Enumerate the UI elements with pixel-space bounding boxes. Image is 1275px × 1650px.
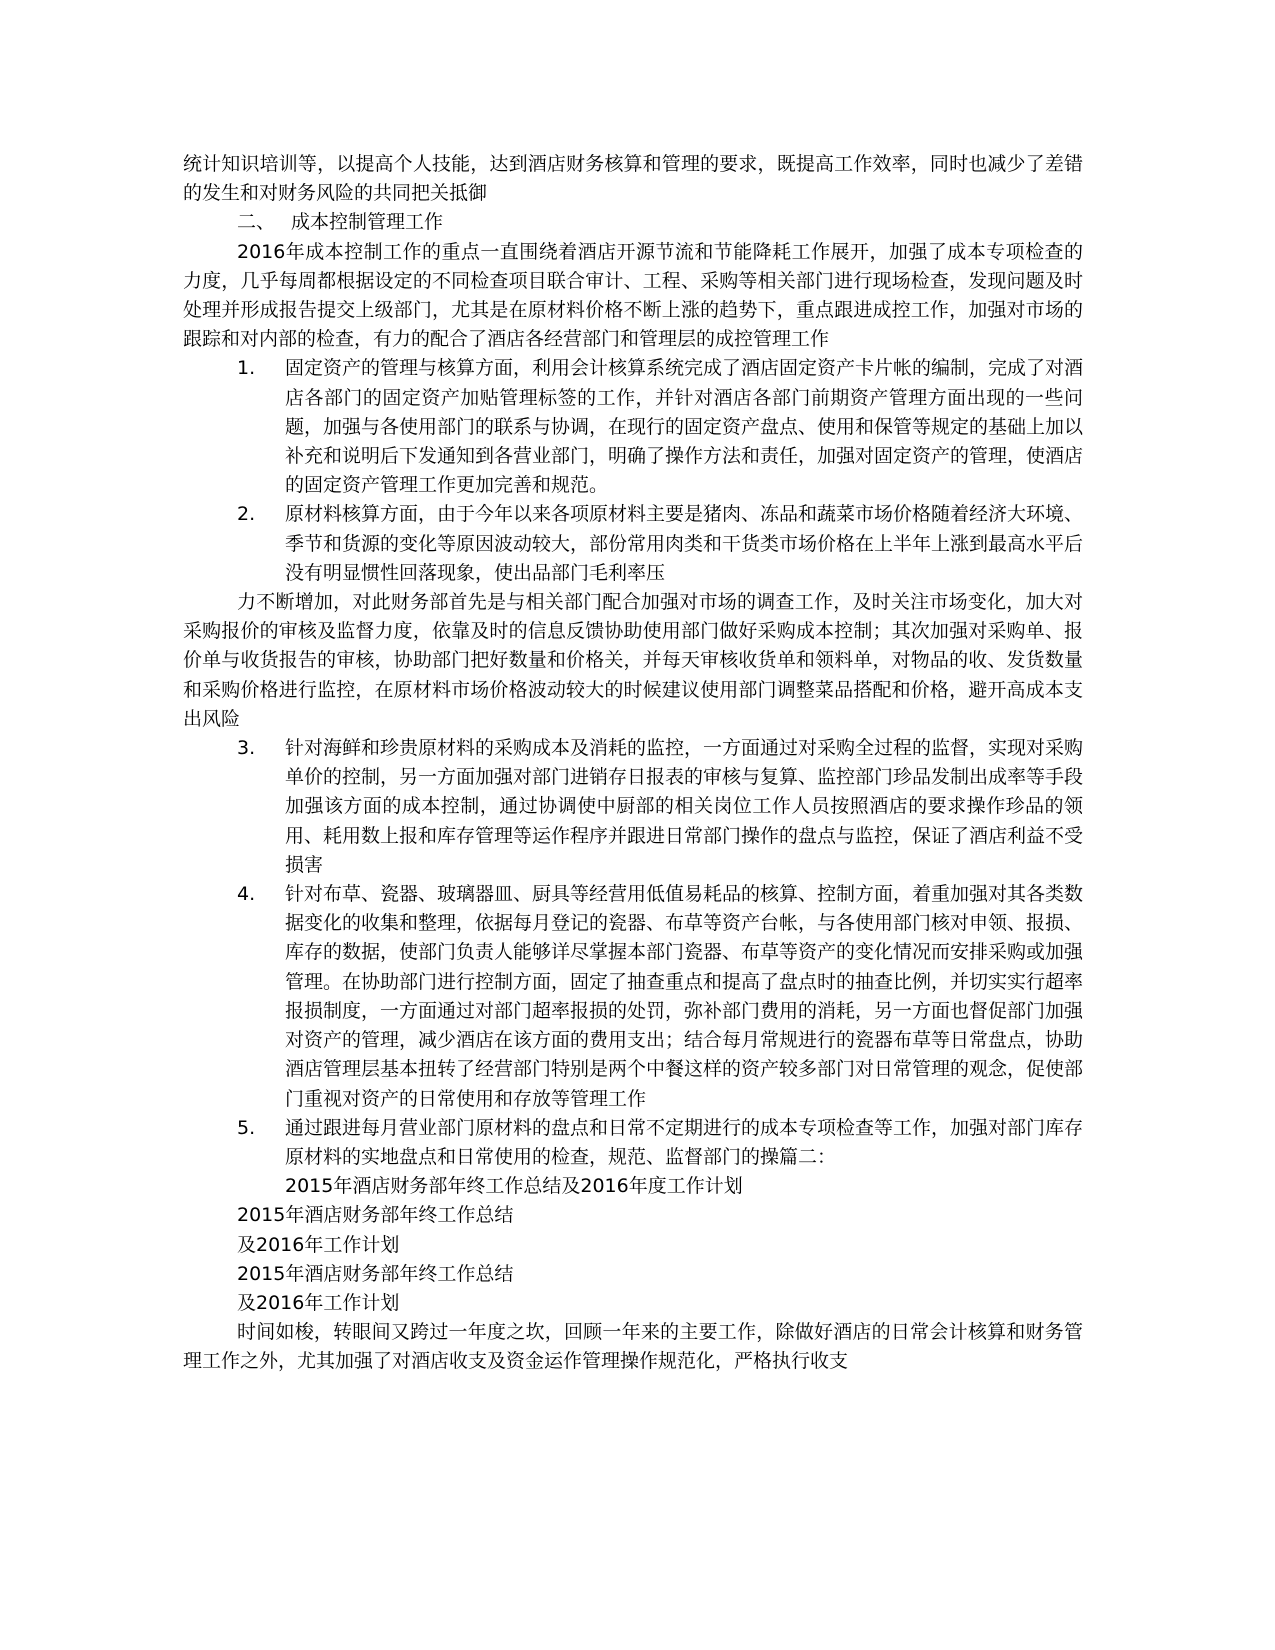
intro-paragraph: 统计知识培训等，以提高个人技能，达到酒店财务核算和管理的要求，既提高工作效率，同时也减少了差错的发生和对财务风险的共同把关抵御 <box>183 153 1083 205</box>
list-item-3 <box>183 734 1083 880</box>
list-item-text: 固定资产的管理与核算方面，利用会计核算系统完成了酒店固定资产卡片帐的编制，完成了对酒店各部门的固定资产加贴管理标签的工作，并针对酒店各部门前期资产管理方面出现的一些问题，加强与各使用部门的联系与协调，在现行的固定资产盘点、使用和保管等规定的基础上加以补充和说明后下发通知到各营业部门，明确了操作方法和责任，加强对固定资产的管理，使酒店的固定资产管理工作更加完善和规范。 <box>285 357 1084 497</box>
list-item-1 <box>183 354 1083 500</box>
title-line-2: 及2016年工作计划 <box>237 1233 400 1256</box>
section-paragraph: 2016年成本控制工作的重点一直围绕着酒店开源节流和节能降耗工作展开，加强了成本专项检查的力度，几乎每周都根据设定的不同检查项目联合审计、工程、采购等相关部门进行现场检查，发现问题及时处理并形成报告提交上级部门，尤其是在原材料价格不断上涨的趋势下，重点跟进成控工作，加强对市场的跟踪和对内部的检查，有力的配合了酒店各经营部门和管理层的成控管理工作 <box>183 240 1083 351</box>
continuation-paragraph: 力不断增加，对此财务部首先是与相关部门配合加强对市场的调查工作，及时关注市场变化，加大对采购报价的审核及监督力度，依靠及时的信息反馈协助使用部门做好采购成本控制；其次加强对采购单、报价单与收货报告的审核，协助部门把好数量和价格关，并每天审核收货单和领料单，对物品的收、发货数量和采购价格进行监控，在原材料市场价格波动较大的时候建议使用部门调整菜品搭配和价格，避开高成本支出风险 <box>183 591 1083 730</box>
list-item-4 <box>183 880 1083 1114</box>
list-item-number: 1. <box>237 357 256 380</box>
list-item-text: 原材料核算方面，由于今年以来各项原材料主要是猪肉、冻品和蔬菜市场价格随着经济大环境、季节和货源的变化等原因波动较大，部份常用肉类和干货类市场价格在上半年上涨到最高水平后没有明显惯性回落现象，使出品部门毛利率压 <box>285 503 1084 584</box>
title-line-3: 2015年酒店财务部年终工作总结 <box>237 1262 514 1285</box>
list-item-number: 3. <box>237 737 256 760</box>
title-line-4: 及2016年工作计划 <box>237 1291 400 1314</box>
document-body <box>183 150 1083 1377</box>
list-item-number: 2. <box>237 503 256 526</box>
section-heading <box>183 208 1083 237</box>
closing-paragraph: 时间如梭，转眼间又跨过一年度之坎，回顾一年来的主要工作，除做好酒店的日常会计核算和财务管理工作之外，尤其加强了对酒店收支及资金运作管理操作规范化，严格执行收支 <box>183 1321 1083 1373</box>
title-line-1: 2015年酒店财务部年终工作总结 <box>237 1204 514 1227</box>
item5-tail-line: 2015年酒店财务部年终工作总结及2016年度工作计划 <box>285 1175 743 1198</box>
list-item-text: 通过跟进每月营业部门原材料的盘点和日常不定期进行的成本专项检查等工作，加强对部门库存原材料的实地盘点和日常使用的检查，规范、监督部门的操篇二： <box>285 1116 1084 1168</box>
section-heading-title: 成本控制管理工作 <box>291 211 444 234</box>
list-item-5 <box>183 1114 1083 1172</box>
list-item-number: 4. <box>237 883 256 906</box>
list-item-number: 5. <box>237 1116 256 1139</box>
list-item-text: 针对布草、瓷器、玻璃器皿、厨具等经营用低值易耗品的核算、控制方面，着重加强对其各类数据变化的收集和整理，依据每月登记的瓷器、布草等资产台帐，与各使用部门核对申领、报损、库存的数据，使部门负责人能够详尽掌握本部门瓷器、布草等资产的变化情况而安排采购或加强管理。在协助部门进行控制方面，固定了抽查重点和提高了盘点时的抽查比例，并切实实行超率报损制度，一方面通过对部门超率报损的处罚，弥补部门费用的消耗，另一方面也督促部门加强对资产的管理，减少酒店在该方面的费用支出；结合每月常规进行的瓷器布草等日常盘点，协助酒店管理层基本扭转了经营部门特别是两个中餐这样的资产较多部门对日常管理的观念，促使部门重视对资产的日常使用和存放等管理工作 <box>285 883 1084 1110</box>
section-heading-number: 二、 <box>237 211 276 234</box>
list-item-2 <box>183 500 1083 588</box>
list-item-text: 针对海鲜和珍贵原材料的采购成本及消耗的监控，一方面通过对采购全过程的监督，实现对采购单价的控制，另一方面加强对部门进销存日报表的审核与复算、监控部门珍品发制出成率等手段加强该方面的成本控制，通过协调使中厨部的相关岗位工作人员按照酒店的要求操作珍品的领用、耗用数上报和库存管理等运作程序并跟进日常部门操作的盘点与监控，保证了酒店利益不受损害 <box>285 737 1084 876</box>
